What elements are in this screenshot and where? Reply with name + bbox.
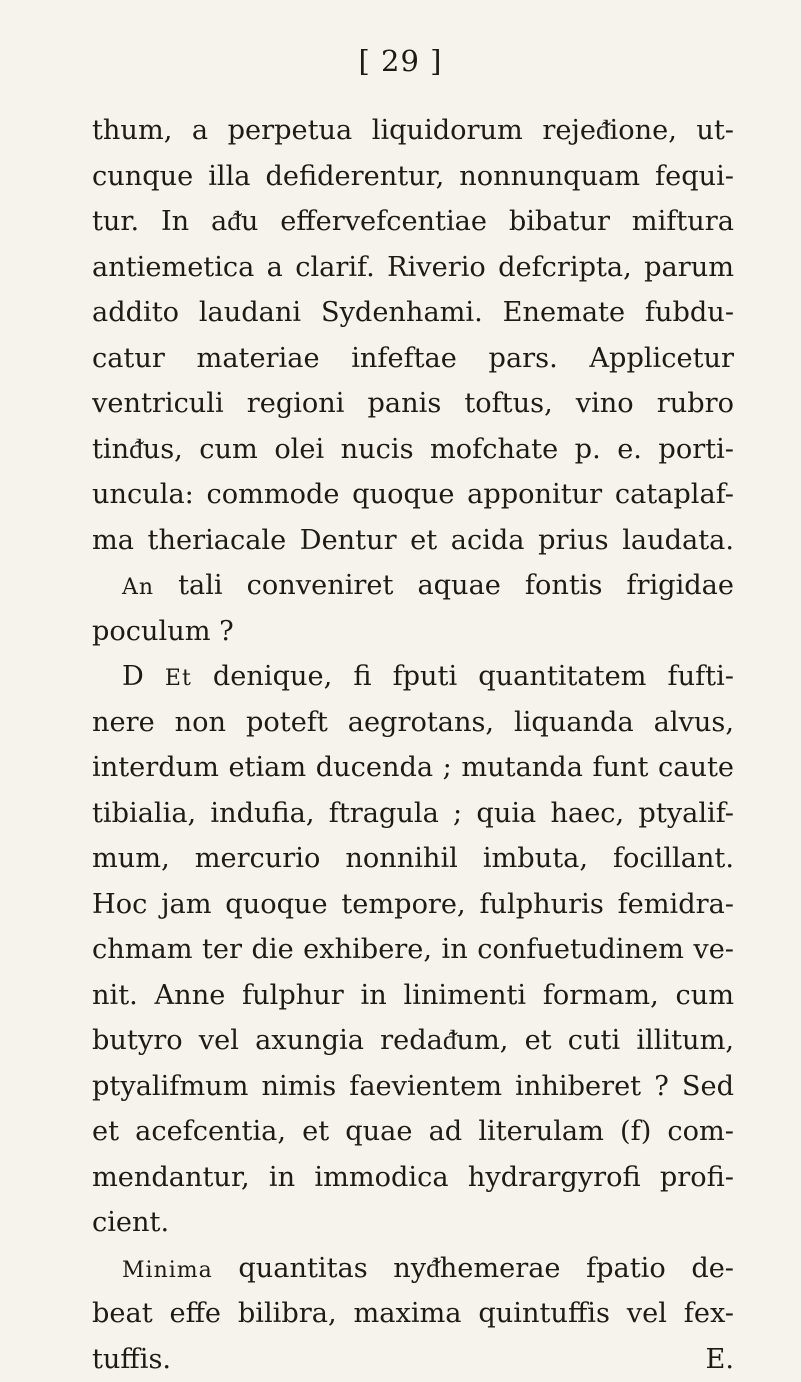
text-line: ma theriacale Dentur et acida prius laudata. (92, 518, 734, 564)
text-segment: tali conveniret aquae fontis frigidae (178, 570, 734, 601)
text-line: chmam ter die exhibere, in confuetudinem ve- (92, 927, 734, 973)
text-line: ptyalifmum nimis faevientem inhiberet ? Sed (92, 1064, 734, 1110)
text-segment: denique, fi fputi quantitatem fufti- (213, 661, 734, 692)
text-line: beat effe bilibra, maxima quintuffis vel fex- (92, 1291, 734, 1337)
text-line: uncula: commode quoque apponitur cataplaf- (92, 472, 734, 518)
text-line: Hoc jam quoque tempore, fulphuris femidra- (92, 882, 734, 928)
text-line: nit. Anne fulphur in linimenti formam, cum (92, 973, 734, 1019)
text-line: cient. (92, 1200, 734, 1246)
text-line: tibialia, indufia, ftragula ; quia haec, ptyalif- (92, 791, 734, 837)
small-caps-lead: Et (165, 666, 192, 691)
text-line: cunque illa defiderentur, nonnunquam fequi- (92, 154, 734, 200)
text-line: poculum ? (92, 609, 734, 655)
text-line: mendantur, in immodica hydrargyrofi profi- (92, 1155, 734, 1201)
final-line (92, 1337, 734, 1382)
catchword: E. (706, 1337, 735, 1382)
text-line: butyro vel axungia redaᵭum, et cuti illitum, (92, 1018, 734, 1064)
text-line: interdum etiam ducenda ; mutanda funt caute (92, 745, 734, 791)
paragraph-start-line (92, 563, 734, 609)
text-line: mum, mercurio nonnihil imbuta, focillant. (92, 836, 734, 882)
text-line: addito laudani Sydenhami. Enemate fubdu- (92, 290, 734, 336)
text-line: et acefcentia, et quae ad literulam (f) com- (92, 1109, 734, 1155)
text-line: ventriculi regioni panis toftus, vino rubro (92, 381, 734, 427)
text-line: tinᵭus, cum olei nucis mofchate p. e. porti- (92, 427, 734, 473)
text-line: antiemetica a clarif. Riverio defcripta, parum (92, 245, 734, 291)
small-caps-lead: An (122, 575, 154, 600)
paragraph-start-line (92, 654, 734, 700)
initial-letter: D (122, 661, 144, 692)
text-line: thum, a perpetua liquidorum rejeᵭione, ut- (92, 108, 734, 154)
text-line: catur materiae infeftae pars. Applicetur (92, 336, 734, 382)
text-line: tur. In aᵭu effervefcentiae bibatur miftura (92, 199, 734, 245)
text-segment: quantitas nyᵭhemerae fpatio de- (238, 1253, 734, 1284)
paragraph-start-line (92, 1246, 734, 1292)
page-number: [ 29 ] (0, 44, 801, 78)
small-caps-lead: Minima (122, 1258, 213, 1283)
body-text (92, 108, 734, 1382)
text-line: nere non poteft aegrotans, liquanda alvus, (92, 700, 734, 746)
text-segment: tuffis. (92, 1337, 171, 1382)
